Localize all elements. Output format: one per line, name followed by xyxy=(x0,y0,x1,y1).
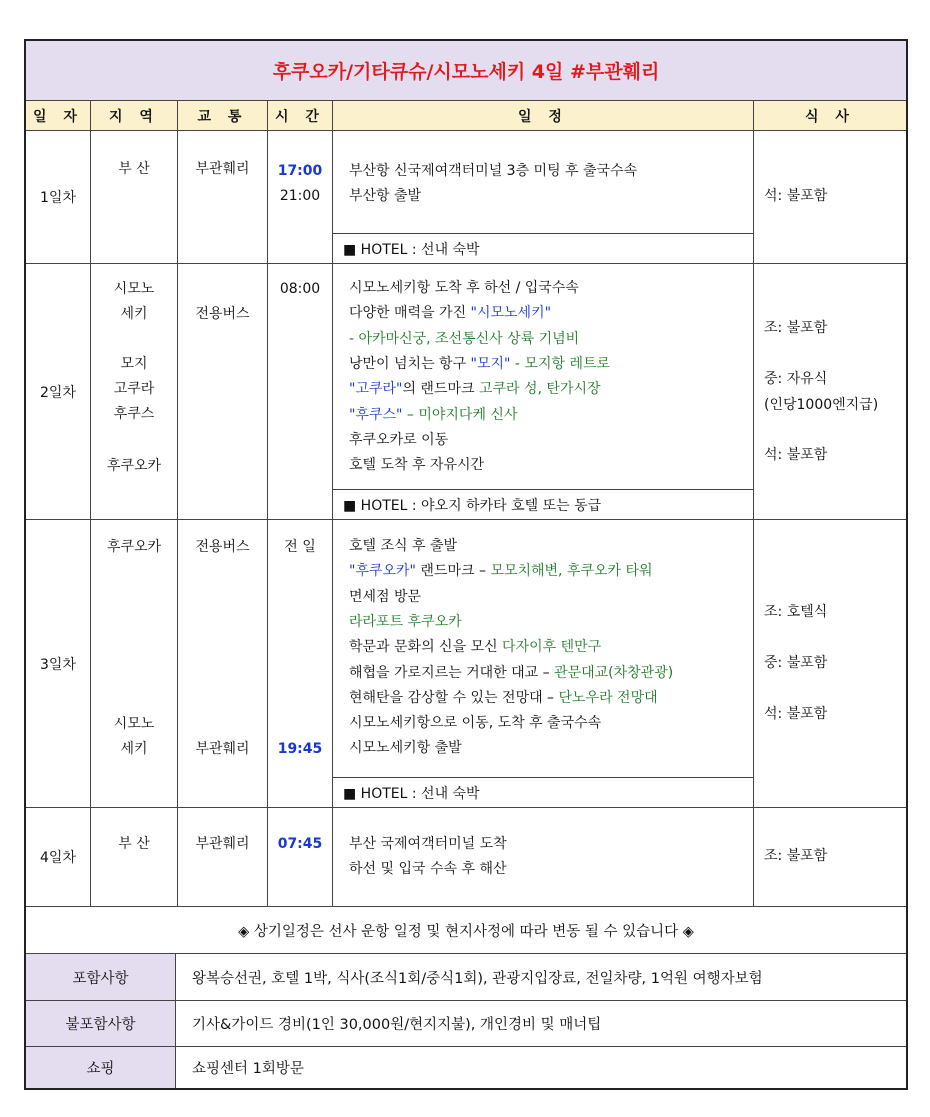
included-label: 포함사항 xyxy=(26,954,176,1001)
time-value: 08:00 xyxy=(279,281,321,297)
schedule-line xyxy=(349,278,579,298)
meal-cell xyxy=(754,264,906,520)
schedule-line xyxy=(349,738,462,758)
header-region: 지 역 xyxy=(91,101,178,131)
time-cell xyxy=(268,520,333,808)
schedule-text: 시모노세키항 출발 xyxy=(349,740,462,757)
header-schedule: 일 정 xyxy=(333,101,754,131)
included-value: 왕복승선권, 호텔 1박, 식사(조식1회/중식1회), 관광지입장료, 전일차량, 1억원 여행자보험 xyxy=(176,954,906,1001)
schedule-text: 의 랜드마크 xyxy=(402,381,479,398)
schedule-cell xyxy=(333,808,754,907)
schedule-line xyxy=(349,536,457,556)
schedule-line xyxy=(349,405,517,425)
schedule-text: 다자이후 텐만구 xyxy=(502,639,602,656)
schedule-line: 하선 및 입국 수속 후 해산 xyxy=(349,861,507,877)
hotel-info: ■ HOTEL : 선내 숙박 xyxy=(333,233,753,263)
schedule-text: 랜드마크 – xyxy=(415,563,491,580)
meal-line: 중: 자유식 xyxy=(764,371,828,387)
excluded-value: 기사&가이드 경비(1인 30,000원/현지지불), 개인경비 및 매너팁 xyxy=(176,1001,906,1047)
region-name: 세키 xyxy=(120,741,148,757)
schedule-text: "후쿠스" xyxy=(349,406,403,423)
day-label: 2일차 xyxy=(26,264,91,520)
region-name: 부 산 xyxy=(118,161,150,177)
schedule-text: 현해탄을 감상할 수 있는 전망대 – xyxy=(349,689,559,706)
schedule-text: 단노우라 전망대 xyxy=(558,689,658,706)
schedule-line xyxy=(349,688,658,708)
region-cell xyxy=(91,520,178,808)
region-name: 모지 xyxy=(120,356,148,372)
schedule-text: 관문대교(차창관광) xyxy=(554,664,674,681)
schedule-text: "고쿠라" xyxy=(349,381,403,398)
region-name: 후쿠스 xyxy=(113,406,155,422)
header-transport: 교 통 xyxy=(178,101,268,131)
schedule-text: "후쿠오카" xyxy=(349,563,416,580)
region-name: 시모노 xyxy=(113,716,155,732)
schedule-text: "모지" xyxy=(470,355,511,372)
schedule-line xyxy=(349,329,579,349)
schedule-line: 부산 국제여객터미널 도착 xyxy=(349,836,507,852)
schedule-cell xyxy=(333,264,754,520)
meal-line: 조: 불포함 xyxy=(764,320,828,336)
transport-cell xyxy=(178,264,268,520)
shopping-value: 쇼핑센터 1회방문 xyxy=(192,1061,304,1077)
schedule-text: 후쿠오카로 이동 xyxy=(349,431,449,448)
schedule-line xyxy=(349,430,448,450)
meal-line: 조: 호텔식 xyxy=(764,604,828,620)
time-value: 07:45 xyxy=(277,836,323,852)
meal-line: 석: 불포함 xyxy=(764,706,828,722)
hotel-info: ■ HOTEL : 야오지 하카타 호텔 또는 동급 xyxy=(333,489,753,519)
region-name: 고쿠라 xyxy=(113,381,155,397)
meal-line: 조: 불포함 xyxy=(764,848,828,864)
schedule-line xyxy=(349,663,673,683)
schedule-text: 시모노세키항 도착 후 하선 / 입국수속 xyxy=(349,280,579,296)
schedule-text: 모모치해변, 후쿠오카 타워 xyxy=(490,563,653,580)
region-name: 시모노 xyxy=(113,281,155,297)
schedule-line xyxy=(349,379,601,399)
meal-cell xyxy=(754,520,906,808)
schedule-line xyxy=(349,354,610,374)
schedule-text: – 미야지다케 신사 xyxy=(402,406,518,423)
transport-name: 부관훼리 xyxy=(195,161,250,177)
schedule-text: "시모노세키" xyxy=(470,305,552,322)
excluded-label: 불포함사항 xyxy=(26,1001,176,1047)
hotel-info: ■ HOTEL : 선내 숙박 xyxy=(333,777,753,807)
transport-name: 전용버스 xyxy=(195,306,250,322)
meal-cell xyxy=(754,808,906,907)
schedule-line xyxy=(349,561,653,581)
schedule-line xyxy=(349,587,421,607)
schedule-text: - 모지항 레트로 xyxy=(510,355,611,372)
schedule-text: 라라포트 후쿠오카 xyxy=(349,613,462,630)
header-meal: 식 사 xyxy=(754,101,906,131)
transport-cell xyxy=(178,808,268,907)
transport-name: 전용버스 xyxy=(195,539,250,555)
schedule-line: 부산항 출발 xyxy=(349,188,422,204)
time-value: 19:45 xyxy=(277,741,323,757)
shopping-label: 쇼핑 xyxy=(26,1047,176,1088)
page-title: 후쿠오카/기타큐슈/시모노세키 4일 #부관훼리 xyxy=(26,41,906,101)
schedule-text: 다양한 매력을 가진 xyxy=(349,305,471,322)
time-value: 21:00 xyxy=(279,188,321,204)
day-label: 3일차 xyxy=(26,520,91,808)
region-cell xyxy=(91,264,178,520)
region-name: 세키 xyxy=(120,306,148,322)
schedule-text: 호텔 조식 후 출발 xyxy=(349,538,458,554)
schedule-line: 부산항 신국제여객터미널 3층 미팅 후 출국수속 xyxy=(349,163,638,179)
meal-line: (인당1000엔지급) xyxy=(764,397,879,413)
time-cell xyxy=(268,808,333,907)
schedule-text: 해협을 가로지르는 거대한 대교 – xyxy=(349,664,555,681)
schedule-text: 호텔 도착 후 자유시간 xyxy=(349,457,485,474)
schedule-text: 고쿠라 성, 탄가시장 xyxy=(478,381,601,398)
transport-cell xyxy=(178,131,268,264)
header-day: 일 자 xyxy=(26,101,91,131)
schedule-text: - 아카마신궁, 조선통신사 상륙 기념비 xyxy=(349,330,580,347)
meal-cell xyxy=(754,131,906,264)
time-cell xyxy=(268,131,333,264)
schedule-line xyxy=(349,455,484,475)
schedule-text: 면세점 방문 xyxy=(349,588,422,605)
time-value: 17:00 xyxy=(277,163,323,179)
transport-name: 부관훼리 xyxy=(195,741,250,757)
schedule-notice: ◈ 상기일정은 선사 운항 일정 및 현지사정에 따라 변동 될 수 있습니다 ◈ xyxy=(26,907,906,954)
schedule-cell xyxy=(333,520,754,808)
schedule-line xyxy=(349,303,551,323)
schedule-line xyxy=(349,637,601,657)
time-cell xyxy=(268,264,333,520)
region-cell xyxy=(91,808,178,907)
schedule-line xyxy=(349,612,462,632)
region-name: 부 산 xyxy=(118,836,150,852)
region-name: 후쿠오카 xyxy=(106,458,162,474)
meal-line: 석: 불포함 xyxy=(764,447,828,463)
itinerary-table xyxy=(24,39,908,1090)
schedule-text: 학문과 문화의 신을 모신 xyxy=(349,639,503,656)
schedule-text: 낭만이 넘치는 항구 xyxy=(349,355,471,372)
time-value: 전 일 xyxy=(284,539,316,555)
meal-line: 석: 불포함 xyxy=(764,188,828,204)
transport-name: 부관훼리 xyxy=(195,836,250,852)
header-time: 시 간 xyxy=(268,101,333,131)
meal-line: 중: 불포함 xyxy=(764,655,828,671)
region-cell xyxy=(91,131,178,264)
schedule-cell xyxy=(333,131,754,264)
schedule-line xyxy=(349,713,601,733)
region-name: 후쿠오카 xyxy=(106,539,162,555)
day-label: 1일차 xyxy=(26,131,91,264)
schedule-text: 시모노세키항으로 이동, 도착 후 출국수속 xyxy=(349,715,602,732)
transport-cell xyxy=(178,520,268,808)
day-label: 4일차 xyxy=(26,808,91,907)
